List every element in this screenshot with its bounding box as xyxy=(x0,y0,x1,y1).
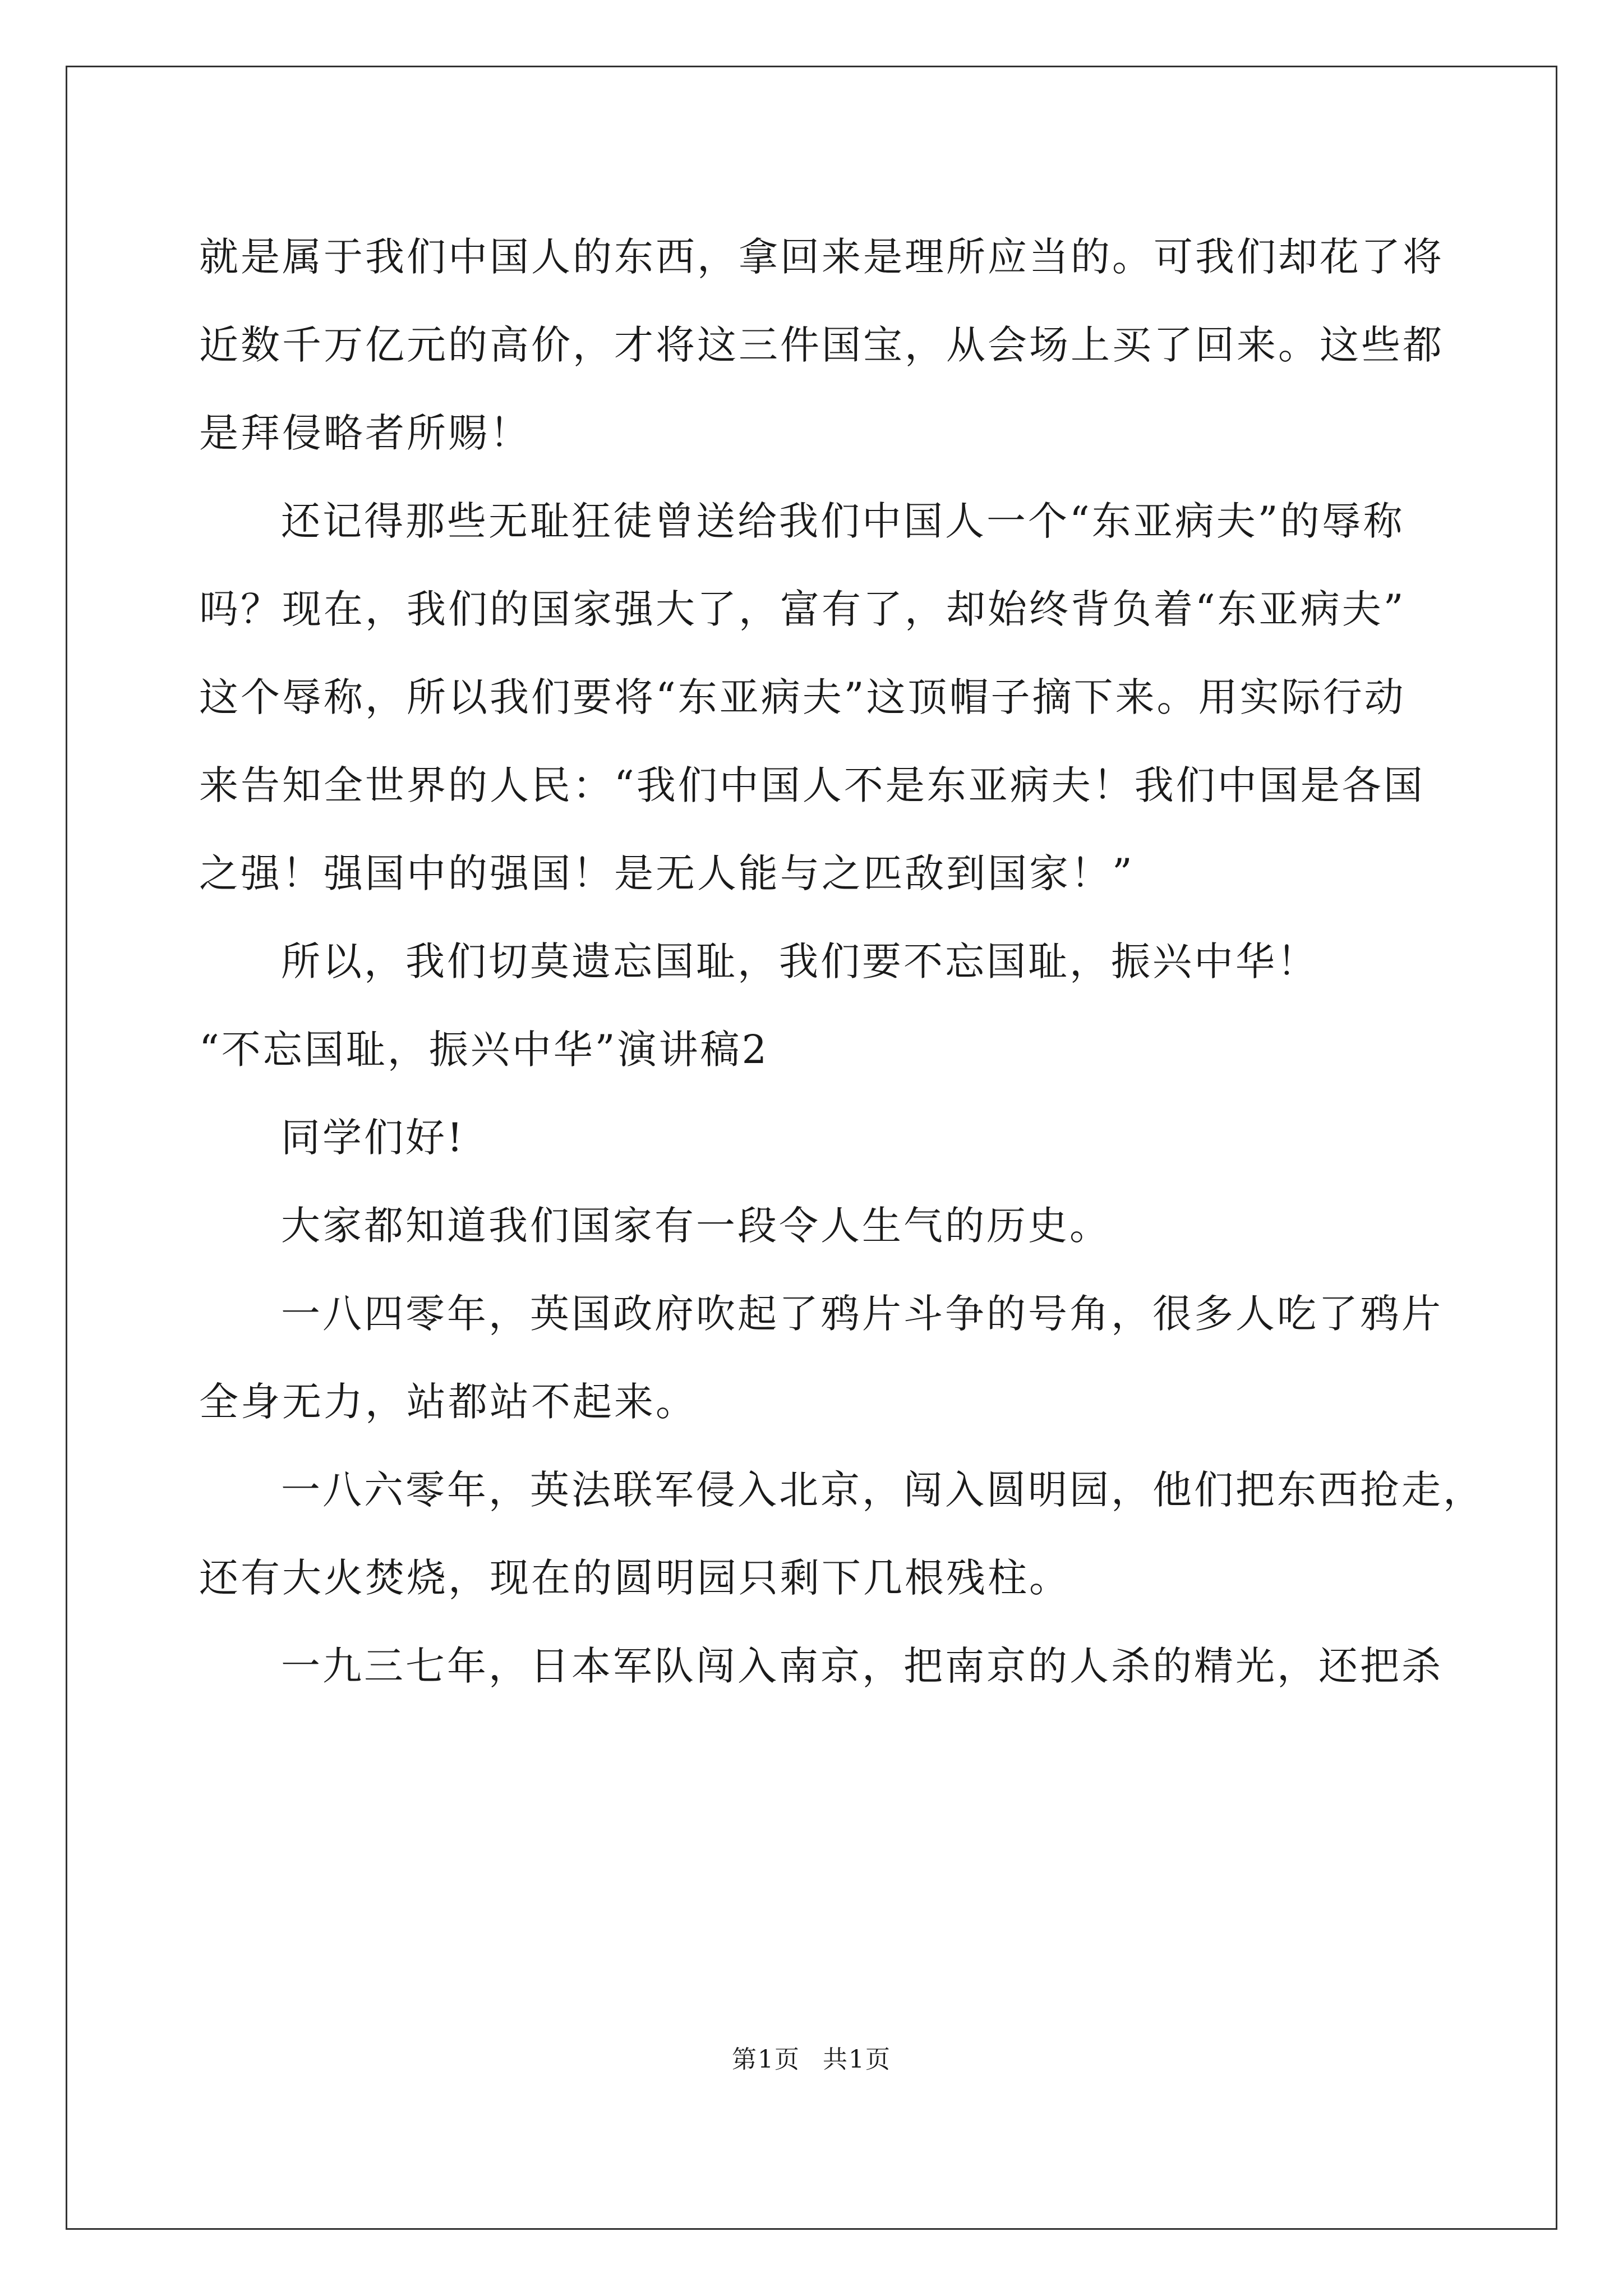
greeting-line: 同学们好! xyxy=(281,1115,465,1161)
paragraph-start: 大家都知道我们国家有一段令人生气的历史。 xyxy=(281,1203,1111,1249)
section-title: “不忘国耻，振兴中华”演讲稿2 xyxy=(199,1027,769,1073)
page-number: 第1页 xyxy=(732,2045,800,2074)
page-total: 共1页 xyxy=(823,2045,891,2074)
paragraph-start: 一九三七年，日本军队闯入南京，把南京的人杀的精光，还把杀 xyxy=(281,1643,1443,1689)
page-footer xyxy=(0,2039,1623,2075)
text-line: 近数千万亿元的高价，才将这三件国宝，从会场上买了回来。这些都 xyxy=(199,322,1444,368)
text-line: 全身无力，站都站不起来。 xyxy=(199,1379,697,1425)
text-line: 这个辱称，所以我们要将“东亚病夫”这顶帽子摘下来。用实际行动 xyxy=(199,674,1406,720)
text-line: 之强！强国中的强国！是无人能与之匹敌到国家！” xyxy=(199,850,1135,896)
paragraph-start: 一八六零年，英法联军侵入北京，闯入圆明园，他们把东西抢走， xyxy=(281,1467,1484,1513)
text-line: 就是属于我们中国人的东西，拿回来是理所应当的。可我们却花了将 xyxy=(199,234,1444,280)
paragraph-start: 还记得那些无耻狂徒曾送给我们中国人一个“东亚病夫”的辱称 xyxy=(281,498,1405,544)
text-line: 来告知全世界的人民：“我们中国人不是东亚病夫！我们中国是各国 xyxy=(199,762,1425,808)
paragraph-start: 所以，我们切莫遗忘国耻，我们要不忘国耻，振兴中华！ xyxy=(281,938,1318,984)
paragraph-start: 一八四零年，英国政府吹起了鸦片斗争的号角，很多人吃了鸦片 xyxy=(281,1291,1443,1337)
text-line: 是拜侵略者所赐！ xyxy=(199,410,531,456)
document-body xyxy=(199,213,1484,1710)
text-line: 还有大火焚烧，现在的圆明园只剩下几根残柱。 xyxy=(199,1555,1071,1601)
text-line: 吗？现在，我们的国家强大了，富有了，却始终背负着“东亚病夫” xyxy=(199,586,1406,632)
